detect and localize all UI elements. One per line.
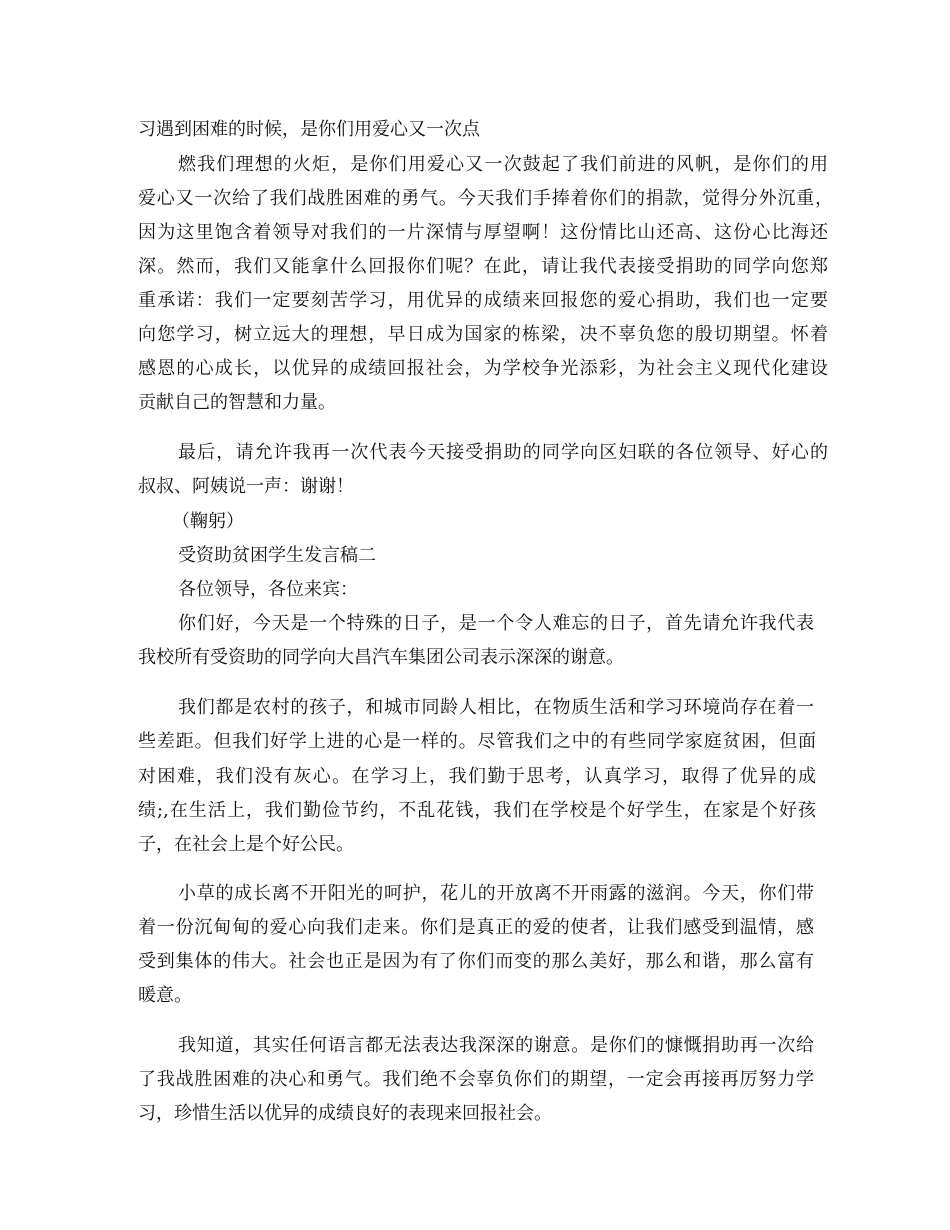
text-line: 深。然而，我们又能拿什么回报你们呢？在此，请让我代表接受捐助的同学向您郑: [138, 256, 828, 277]
paragraph-first-line: 你们好，今天是一个特殊的日子，是一个令人难忘的日子，首先请允许我代表: [178, 613, 814, 634]
text-line: 习遇到困难的时候，是你们用爱心又一次点: [138, 119, 480, 140]
paragraph-first-line: 小草的成长离不开阳光的呵护，花儿的开放离不开雨露的滋润。今天，你们带: [178, 883, 814, 904]
text-line: 因为这里饱含着领导对我们的一片深情与厚望啊！这份情比山还高、这份心比海还: [138, 222, 828, 243]
text-line: 了我战胜困难的决心和勇气。我们绝不会辜负你们的期望，一定会再接再厉努力学: [138, 1069, 814, 1090]
text-line: 些差距。但我们好学上进的心是一样的。尽管我们之中的有些同学家庭贫困，但面: [138, 731, 816, 752]
text-line: 爱心又一次给了我们战胜困难的勇气。今天我们手捧着你们的捐款，觉得分外沉重，: [138, 188, 833, 209]
text-line: 向您学习，树立远大的理想，早日成为国家的栋梁，决不辜负您的殷切期望。怀着: [138, 324, 828, 345]
salutation: 各位领导，各位来宾：: [178, 579, 358, 600]
text-line: 绩;,在生活上，我们勤俭节约，不乱花钱，我们在学校是个好学生，在家是个好孩: [138, 800, 816, 821]
text-line: 受到集体的伟大。社会也正是因为有了你们而变的那么美好，那么和谐，那么富有: [138, 951, 814, 972]
section-title: 受资助贫困学生发言稿二: [178, 545, 376, 566]
text-line: 重承诺：我们一定要刻苦学习，用优异的成绩来回报您的爱心捐助，我们也一定要: [138, 290, 828, 311]
text-line: 习，珍惜生活以优异的成绩良好的表现来回报社会。: [138, 1103, 552, 1124]
paragraph-first-line: 燃我们理想的火炬，是你们用爱心又一次鼓起了我们前进的风帆，是你们的用: [178, 154, 828, 175]
text-line: 贡献自己的智慧和力量。: [138, 392, 336, 413]
text-line: 我校所有受资助的同学向大昌汽车集团公司表示深深的谢意。: [138, 647, 624, 668]
text-line: 叔叔、阿姨说一声：谢谢！: [138, 476, 354, 497]
text-line: 对困难，我们没有灰心。在学习上，我们勤于思考，认真学习，取得了优异的成: [138, 766, 816, 787]
text-line: 子，在社会上是个好公民。: [138, 834, 354, 855]
paragraph-first-line: 最后，请允许我再一次代表今天接受捐助的同学向区妇联的各位领导、好心的: [178, 442, 828, 463]
text-line: 着一份沉甸甸的爱心向我们走来。你们是真正的爱的使者，让我们感受到温情，感: [138, 917, 814, 938]
text-line: 感恩的心成长，以优异的成绩回报社会，为学校争光添彩，为社会主义现代化建设: [138, 358, 828, 379]
stage-direction: （鞠躬）: [172, 511, 244, 532]
paragraph-first-line: 我们都是农村的孩子，和城市同龄人相比，在物质生活和学习环境尚存在着一: [178, 697, 814, 718]
paragraph-first-line: 我知道，其实任何语言都无法表达我深深的谢意。是你们的慷慨捐助再一次给: [178, 1035, 814, 1056]
text-line: 暖意。: [138, 985, 192, 1006]
